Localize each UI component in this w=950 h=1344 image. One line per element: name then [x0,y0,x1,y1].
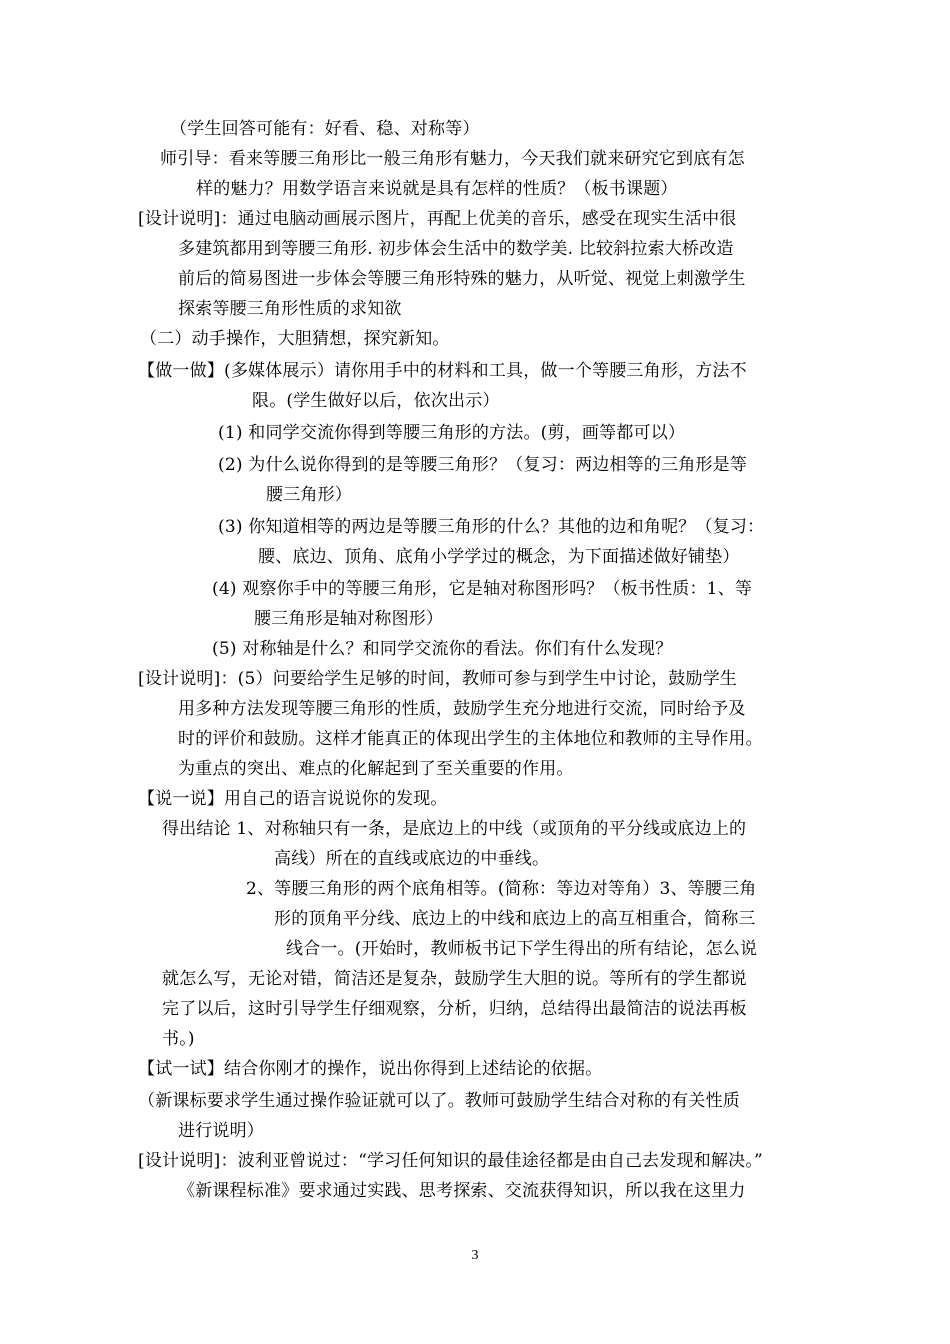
text-line: 为重点的突出、难点的化解起到了至关重要的作用。 [178,759,574,779]
text-line: 就怎么写，无论对错，简洁还是复杂，鼓励学生大胆的说。等所有的学生都说 [162,969,747,989]
text-line: 用多种方法发现等腰三角形的性质，鼓励学生充分地进行交流，同时给予及 [178,699,746,719]
text-line: 样的魅力？用数学语言来说就是具有怎样的性质？（板书课题） [196,179,678,199]
text-line: 形的顶角平分线、底边上的中线和底边上的高互相重合，简称三 [274,909,756,929]
text-line: 进行说明） [178,1121,264,1141]
text-line: 腰、底边、顶角、底角小学学过的概念，为下面描述做好铺垫） [258,547,740,567]
text-line: 限。(学生做好以后，依次出示） [252,391,500,411]
text-line: (2) 为什么说你得到的是等腰三角形？（复习：两边相等的三角形是等 [218,455,748,475]
text-line: （学生回答可能有：好看、稳、对称等） [170,119,480,139]
text-line: 时的评价和鼓励。这样才能真正的体现出学生的主体地位和教师的主导作用。 [178,729,763,749]
text-line: 得出结论 1、对称轴只有一条，是底边上的中线（或顶角的平分线或底边上的 [162,819,747,839]
text-line: 线合一。(开始时，教师板书记下学生得出的所有结论，怎么说 [286,939,758,959]
text-line: (5) 对称轴是什么？和同学交流你的看法。你们有什么发现？ [212,639,673,659]
text-line: 腰三角形） [266,485,352,505]
text-line: （新课标要求学生通过操作验证就可以了。教师可鼓励学生结合对称的有关性质 [138,1091,740,1111]
text-line: 前后的简易图进一步体会等腰三角形特殊的魅力，从听觉、视觉上刺激学生 [178,269,746,289]
text-line: [设计说明]：波利亚曾说过：“学习任何知识的最佳途径都是由自己去发现和解决。” [138,1151,763,1171]
text-line: [设计说明]：(5）问要给学生足够的时间，教师可参与到学生中讨论，鼓励学生 [138,669,738,689]
page-number: 3 [471,1248,479,1263]
text-line: 完了以后，这时引导学生仔细观察，分析，归纳，总结得出最简洁的说法再板 [162,999,747,1019]
text-line: （二）动手操作，大胆猜想，探究新知。 [140,329,450,349]
text-line: 书。) [162,1029,195,1049]
text-line: (1) 和同学交流你得到等腰三角形的方法。(剪，画等都可以） [218,423,686,443]
text-line: 高线）所在的直线或底边的中垂线。 [274,849,550,869]
text-line: 《新课程标准》要求通过实践、思考探索、交流获得知识，所以我在这里力 [178,1181,746,1201]
text-line: 探索等腰三角形性质的求知欲 [178,299,402,319]
text-line: 师引导：看来等腰三角形比一般三角形有魅力，今天我们就来研究它到底有怎 [160,149,745,169]
text-line: (3) 你知道相等的两边是等腰三角形的什么？其他的边和角呢？（复习： [218,517,765,537]
text-line: [设计说明]：通过电脑动画展示图片，再配上优美的音乐，感受在现实生活中很 [138,209,737,229]
text-line: 腰三角形是轴对称图形） [254,609,444,629]
text-line: (4) 观察你手中的等腰三角形，它是轴对称图形吗？（板书性质：1、等 [212,579,753,599]
text-line: 【说一说】用自己的语言说说你的发现。 [138,789,448,809]
text-line: 【试一试】结合你刚才的操作，说出你得到上述结论的依据。 [138,1059,603,1079]
text-line: 2、等腰三角形的两个底角相等。(简称：等边对等角）3、等腰三角 [246,879,757,899]
text-line: 多建筑都用到等腰三角形. 初步体会生活中的数学美. 比较斜拉索大桥改造 [178,239,734,259]
text-line: 【做一做】(多媒体展示）请你用手中的材料和工具，做一个等腰三角形，方法不 [138,361,747,381]
